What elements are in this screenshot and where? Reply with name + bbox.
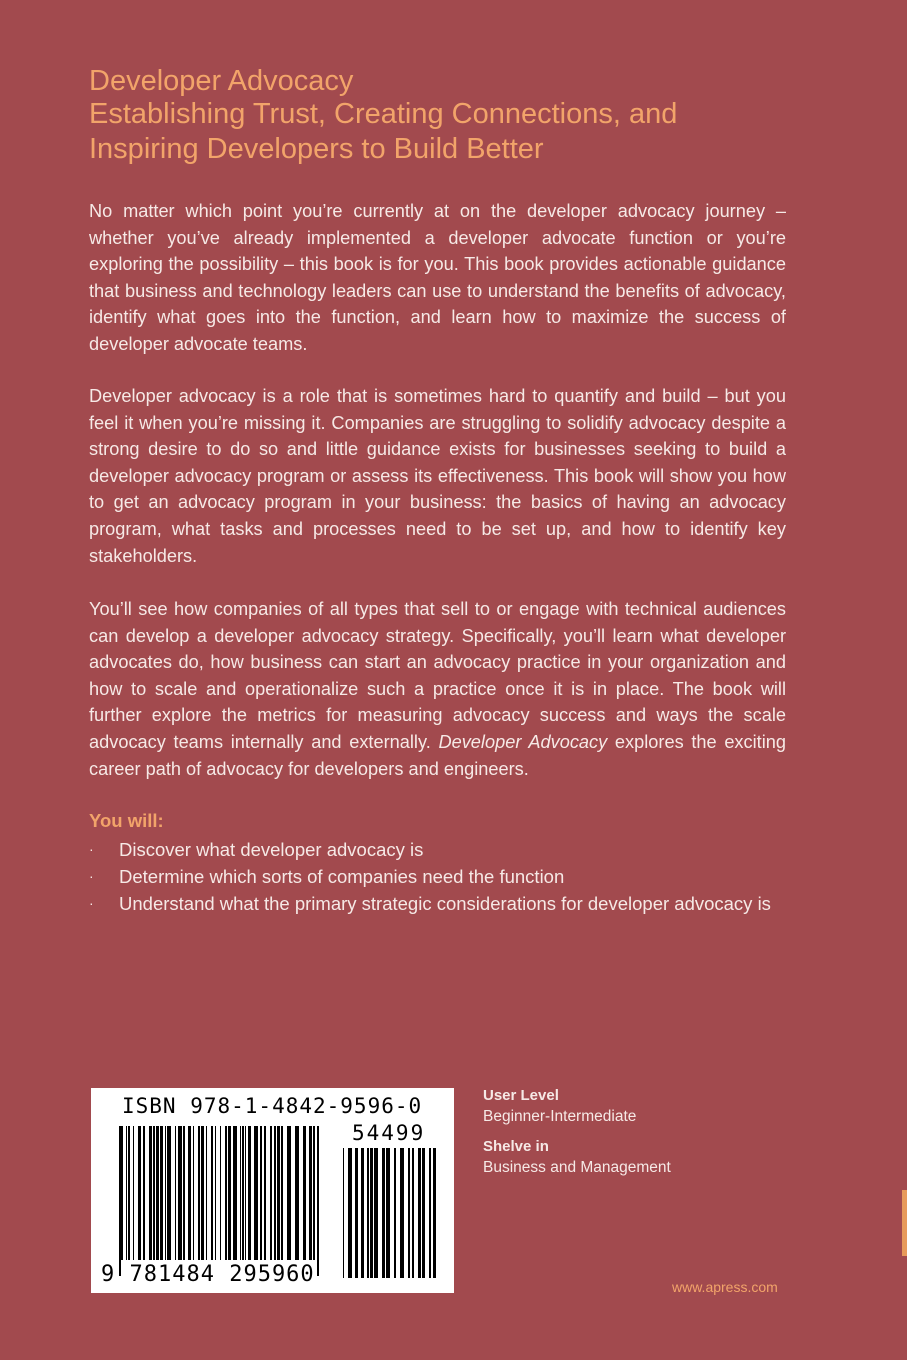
barcode-bar [270,1126,272,1260]
barcode-bar [348,1148,352,1278]
barcode-guard-bar [317,1126,319,1276]
barcode-bar [160,1126,163,1260]
description-paragraph-1: No matter which point you’re currently at on the developer advocacy journey – whether you’ve already implemented a developer advocate function or you’re exploring the possibility – this book is for you. This book provides actionable guidance that business and technology leaders can use to understand the benefits of advocacy, identify what goes into the function, and learn how to maximize the success of developer advocate teams. [89,201,786,354]
barcode-bar [242,1126,244,1260]
barcode-bar [193,1126,194,1260]
barcode-bar [343,1148,344,1278]
barcode-bar [248,1126,251,1260]
you-will-list [89,836,829,917]
barcode-bar [313,1126,315,1260]
paragraph-3-italic-title: Developer Advocacy [438,731,608,752]
barcode-bar [394,1148,396,1278]
paragraph-3-text-before-italic: You’ll see how companies of all types that sell to or engage with technical audiences can develop a developer advocacy strategy. Specifically, you’ll learn what developer advocates do, how business can start an advocacy practice in your organization and how to scale and operationalize such a practice once it is in place. The book will further explore the metrics for measuring advocacy success and ways the scale advocacy teams internally and externally. [89,599,786,752]
barcode-bar [228,1126,231,1260]
publisher-website: www.apress.com [672,1279,778,1295]
barcode-bar [277,1126,280,1260]
barcode-bar [183,1126,185,1260]
barcode-bar [167,1126,171,1260]
barcode-bar [133,1126,134,1260]
barcode-bar [260,1126,262,1260]
barcode-digits: 9 781484 295960 [101,1262,315,1287]
list-item [89,836,829,863]
barcode-bar [309,1126,312,1260]
barcode-bar [121,1126,123,1260]
barcode-guard-bar [119,1126,121,1276]
barcode-bar [382,1148,385,1278]
barcode-bar [233,1126,237,1260]
barcode-bar [211,1126,213,1260]
price-addon-code: 54499 [352,1121,426,1145]
barcode-bar [225,1126,227,1260]
barcode-bar [165,1126,166,1260]
bullet-icon: · [89,841,94,857]
barcode-bar [198,1126,200,1260]
list-item [89,863,829,890]
user-level-label: User Level [483,1087,559,1104]
barcode-bar [429,1148,431,1278]
barcode-bar [143,1126,145,1260]
barcode-bar [175,1126,176,1260]
description-paragraph-2: Developer advocacy is a role that is sometimes hard to quantify and build – but you feel it when you’re missing it. Companies are struggling to solidify advocacy despite a strong desire to do so and little guidance exists for businesses seeking to build a developer advocacy program or assess its effectiveness. This book will show you how to get an advocacy program in your business: the basics of having an advocacy program, what tasks and processes need to be set up, and how to identify key stakeholders. [89,386,786,566]
barcode-bar [188,1126,191,1260]
barcode-bar [264,1126,266,1260]
book-title: Developer Advocacy [89,65,354,97]
bullet-icon: · [89,895,94,911]
barcode-bar [138,1126,141,1260]
barcode-bar [220,1126,221,1260]
barcode-bar [386,1148,390,1278]
barcode-bar [126,1126,127,1260]
shelve-in-value: Business and Management [483,1159,671,1176]
bullet-icon: · [89,868,94,884]
barcode-bar [274,1126,276,1260]
book-subtitle: Establishing Trust, Creating Connections, and Inspiring Developers to Build Better [89,98,678,165]
barcode-bar [287,1126,291,1260]
description-paragraph-3 [89,596,786,782]
barcode-bar [156,1126,159,1260]
list-item-text: Understand what the primary strategic considerations for developer advocacy is [119,893,771,914]
barcode-bar [153,1126,155,1260]
barcode-bar [303,1126,306,1260]
barcode-bar [367,1148,369,1278]
barcode-bar [422,1148,425,1278]
barcode-bar [408,1148,410,1278]
list-item [89,890,829,917]
barcode-bar [206,1126,207,1260]
user-level-value: Beginner-Intermediate [483,1108,637,1125]
barcode-bar [240,1126,241,1260]
barcode-bar [361,1148,364,1278]
shelve-in-label: Shelve in [483,1138,549,1155]
barcode-bar [128,1126,130,1260]
barcode-bar [149,1126,152,1260]
barcode-bar [355,1148,358,1278]
barcode-bar [281,1126,283,1260]
paragraph-3-text-after-italic: explores the exciting career path of advocacy for developers and engineers. [89,731,786,779]
you-will-heading: You will: [89,810,164,831]
barcode-bar [412,1148,414,1278]
barcode-bar [370,1148,373,1278]
list-item-text: Determine which sorts of companies need the function [119,866,565,887]
barcode-bar [418,1148,421,1278]
barcode-bar [433,1148,436,1278]
list-item-text: Discover what developer advocacy is [119,839,424,860]
barcode-bar [295,1126,299,1260]
barcode-bar [254,1126,258,1260]
barcode-bar [245,1126,246,1260]
barcode-bar [374,1148,378,1278]
barcode-bar [400,1148,404,1278]
barcode-bar [201,1126,204,1260]
edge-color-mark [902,1190,907,1256]
barcode-bar [178,1126,182,1260]
barcode-bar [215,1126,216,1260]
isbn-label: ISBN 978-1-4842-9596-0 [122,1094,423,1118]
